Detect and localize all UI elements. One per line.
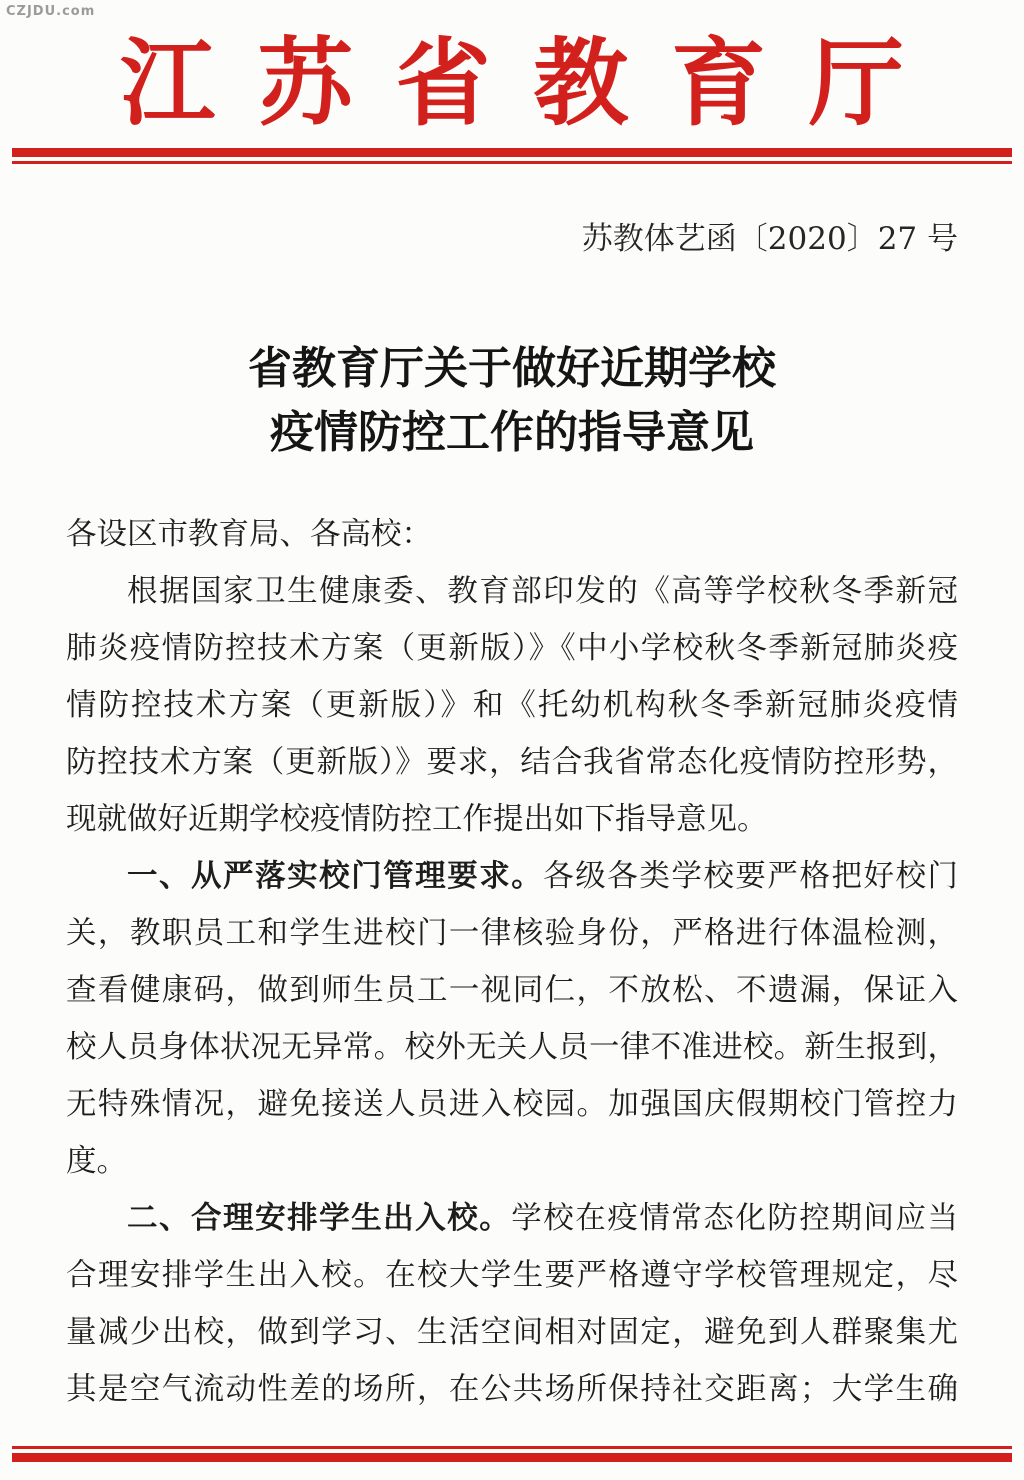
header-divider: [12, 148, 1012, 164]
agency-header-title: 江苏省教育厅: [120, 28, 947, 139]
document-title-line2: 疫情防控工作的指导意见: [270, 407, 754, 458]
body-line: 二、合理安排学生出入校。学校在疫情常态化防控期间应当: [127, 1200, 959, 1236]
body-line: 各设区市教育局、各高校：: [66, 517, 432, 552]
body-line: 其是空气流动性差的场所，在公共场所保持社交距离；大学生确: [66, 1372, 958, 1407]
header-divider-thick-line: [12, 148, 1012, 157]
body-line: 防控技术方案（更新版）》要求，结合我省常态化疫情防控形势，: [66, 745, 958, 780]
body-line: 合理安排学生出入校。在校大学生要严格遵守学校管理规定，尽: [66, 1258, 958, 1293]
body-line: 根据国家卫生健康委、教育部印发的《高等学校秋冬季新冠: [127, 574, 958, 609]
section-heading: 一、从严落实校门管理要求。: [127, 858, 544, 894]
footer-divider-thick-line: [12, 1453, 1012, 1462]
body-line: 量减少出校，做到学习、生活空间相对固定，避免到人群聚集尤: [66, 1315, 958, 1350]
body-line: 现就做好近期学校疫情防控工作提出如下指导意见。: [66, 802, 768, 837]
section-heading: 二、合理安排学生出入校。: [127, 1200, 512, 1236]
body-line: 情防控技术方案（更新版）》和《托幼机构秋冬季新冠肺炎疫情: [66, 688, 958, 723]
document-number: 苏教体艺函〔2020〕27 号: [581, 221, 958, 257]
body-line: 肺炎疫情防控技术方案（更新版）》《中小学校秋冬季新冠肺炎疫: [66, 631, 958, 666]
body-line: 查看健康码，做到师生员工一视同仁，不放松、不遗漏，保证入: [66, 973, 958, 1008]
document-title: [0, 337, 1024, 465]
header-divider-thin-line: [12, 161, 1012, 164]
footer-divider-thin-line: [12, 1446, 1012, 1449]
watermark-text: CZJDU.com: [6, 4, 96, 19]
body-line: 关，教职员工和学生进校门一律核验身份，严格进行体温检测，: [66, 916, 958, 951]
document-title-line1: 省教育厅关于做好近期学校: [248, 343, 776, 394]
body-line: 无特殊情况，避免接送人员进入校园。加强国庆假期校门管控力: [66, 1087, 958, 1122]
footer-divider: [12, 1446, 1012, 1462]
body-line: 校人员身体状况无异常。校外无关人员一律不准进校。新生报到，: [66, 1030, 958, 1065]
document-body: [66, 506, 958, 1418]
body-line: 一、从严落实校门管理要求。各级各类学校要严格把好校门: [127, 858, 959, 894]
body-line: 度。: [66, 1144, 127, 1179]
